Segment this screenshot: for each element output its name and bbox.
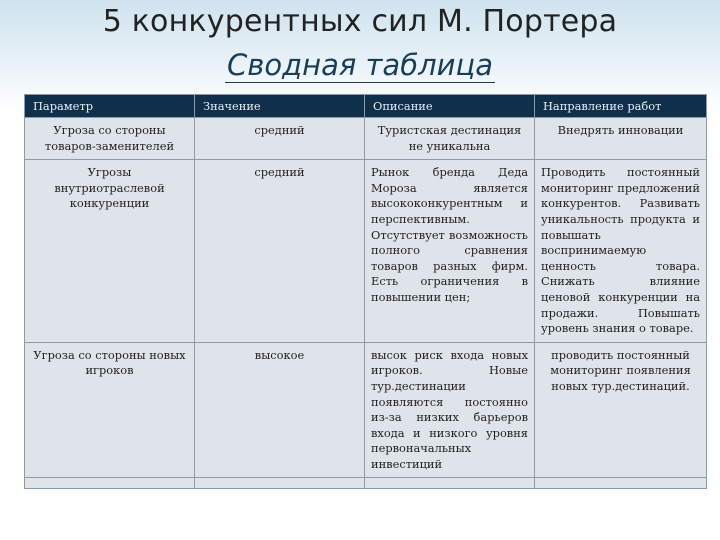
- slide-subtitle: [0, 48, 720, 82]
- table-row: [25, 342, 707, 478]
- cell-empty: [535, 478, 707, 489]
- cell-empty: [25, 478, 195, 489]
- cell-parameter: Угрозы внутриотраслевой конкуренции: [25, 160, 195, 343]
- cell-empty: [365, 478, 535, 489]
- cell-empty: [195, 478, 365, 489]
- table-row-empty: [25, 478, 707, 489]
- cell-direction: Внедрять инновации: [535, 118, 707, 160]
- cell-value: средний: [195, 160, 365, 343]
- summary-table: [24, 94, 707, 489]
- header-parameter: Параметр: [25, 95, 195, 118]
- table-row: [25, 118, 707, 160]
- cell-description: Рынок бренда Деда Мороза является высококонкурентным и перспективным. Отсутствует возможность полного сравнения товаров разных фирм. Есть ограничения в повышении цен;: [365, 160, 535, 343]
- cell-direction: проводить постоянный мониторинг появления новых тур.дестинаций.: [535, 342, 707, 478]
- cell-value: высокое: [195, 342, 365, 478]
- table-row: [25, 160, 707, 343]
- cell-parameter: Угроза со стороны товаров-заменителей: [25, 118, 195, 160]
- header-value: Значение: [195, 95, 365, 118]
- table-header-row: [25, 95, 707, 118]
- header-description: Описание: [365, 95, 535, 118]
- cell-direction: Проводить постоянный мониторинг предложений конкурентов. Развивать уникальность продукта и повышать воспринимаемую ценность товара. Снижать влияние ценовой конкуренции на продажи. Повышать уровень знания о товаре.: [535, 160, 707, 343]
- subtitle-text: Сводная таблица: [227, 48, 493, 82]
- slide-title: 5 конкурентных сил М. Портера: [102, 4, 618, 39]
- cell-description: высок риск входа новых игроков. Новые тур.дестинации появляются постоянно из-за низких барьеров входа и низкого уровня первоначальных инвестиций: [365, 342, 535, 478]
- cell-parameter: Угроза со стороны новых игроков: [25, 342, 195, 478]
- header-direction: Направление работ: [535, 95, 707, 118]
- cell-value: средний: [195, 118, 365, 160]
- cell-description: Туристская дестинация не уникальна: [365, 118, 535, 160]
